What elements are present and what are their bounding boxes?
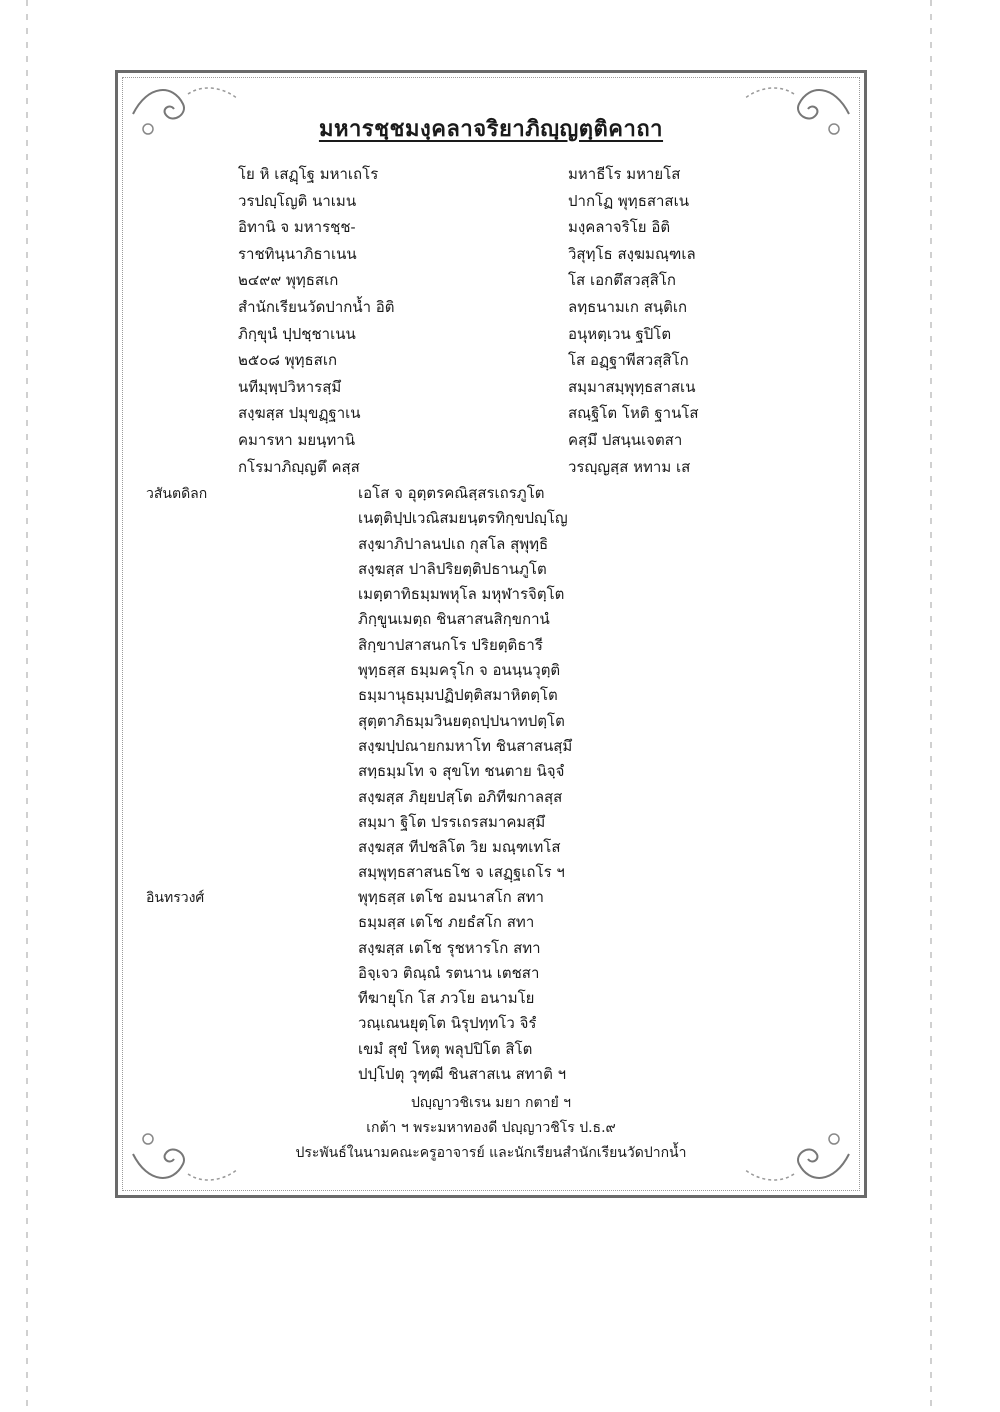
verse-left: อิทานิ จ มหารชฺช-	[238, 218, 356, 237]
verse-row	[238, 188, 758, 215]
section-label-indravamsa: อินทรวงศ์	[146, 890, 205, 906]
verse-row	[238, 294, 758, 321]
verse-line: สมฺพุทฺธสาสนธโช จ เสฏฺฐเถโร ฯ	[358, 863, 565, 882]
verse-line: สงฺฆปฺปณายกมหาโท ชินสาสนสฺมึ	[358, 736, 573, 755]
verse-line: ธมฺมสฺส เตโช ภยธํสโก สทา	[358, 913, 535, 932]
verse-line: สิกฺขาปสาสนกโร ปริยตฺติธารี	[358, 635, 543, 654]
verse-line: ทีฆายุโก โส ภวโย อนามโย	[358, 989, 535, 1008]
verse-row	[238, 267, 758, 294]
closing-block	[118, 1091, 864, 1166]
section-block-vasantatilaka	[358, 481, 738, 886]
verse-right: วรญฺญสฺส หทาม เส	[568, 457, 691, 476]
closing-line: ปญฺญาวชิเรน มยา กตายํ ฯ	[411, 1095, 571, 1111]
verse-right: โส เอกตึสวสฺสิโก	[568, 271, 676, 290]
verse-row	[238, 241, 758, 268]
verse-line: สงฺฆสฺส ปาลิปริยตฺติปธานภูโต	[358, 559, 547, 578]
verse-line: ปปฺโปตุ วุฑฺฒี ชินสาสเน สทาติ ฯ	[358, 1065, 567, 1084]
verse-left: ๒๕๐๘ พุทฺธสเก	[238, 351, 338, 370]
verse-grid	[238, 161, 758, 480]
closing-line: เกต้า ฯ พระมหาทองดี ปญฺญาวชิโร ป.ธ.๙	[366, 1120, 616, 1136]
section-label-vasantatilaka: วสันตดิลก	[146, 486, 208, 502]
scan-edge-left	[26, 0, 28, 1412]
verse-line: สงฺฆสฺส เตโช รุชหารโก สทา	[358, 938, 541, 957]
verse-left: โย หิ เสฏฺโฐ มหาเถโร	[238, 165, 379, 183]
verse-line: สมฺมา ฐิโต ปรรเถรสมาคมสฺมึ	[358, 812, 546, 831]
closing-line: ประพันธ์ในนามคณะครูอาจารย์ และนักเรียนสำนักเรียนวัดปากน้ำ	[295, 1145, 687, 1161]
verse-right: มหาธีโร มหายโส	[568, 165, 681, 183]
verse-line: พุทฺธสฺส เตโช อมนาสโก สทา	[358, 888, 544, 906]
verse-left: ๒๔๙๙ พุทฺธสเก	[238, 271, 339, 290]
verse-right: โส อฏฺฐาพีสวสฺสิโก	[568, 351, 689, 370]
verse-right: ลทฺธนามเก สนฺติเก	[568, 297, 688, 316]
verse-line: เอโส จ อุตฺตรคณิสฺสรเถรภูโต	[358, 484, 545, 502]
verse-line: อิจฺเจว ติณฺณํ รตนาน เตชสา	[358, 963, 540, 982]
verse-row	[238, 427, 758, 454]
verse-right: สณฺฐิโต โหติ ฐานโส	[568, 404, 699, 423]
verse-row	[238, 400, 758, 427]
verse-row	[238, 321, 758, 348]
decorative-frame	[115, 70, 867, 1198]
verse-right: มงฺคลาจริโย อิติ	[568, 218, 671, 237]
verse-line: สุตฺตาภิธมฺมวินยตฺถปฺปนาทปตฺโต	[358, 711, 565, 730]
verse-line: ภิกฺขูนเมตฺถ ชินสาสนสิกฺขกานํ	[358, 610, 550, 629]
verse-row	[238, 161, 758, 188]
verse-line: วณฺเณนยุตฺโต นิรุปทฺทโว จิรํ	[358, 1014, 537, 1033]
verse-left: ราชทินฺนาภิธาเนน	[238, 244, 357, 263]
verse-line: ธมฺมานุธมฺมปฏิปตฺติสมาหิตตฺโต	[358, 686, 558, 705]
verse-left: นทีมฺพฺปวิหารสฺมึ	[238, 377, 342, 396]
verse-row	[238, 214, 758, 241]
verse-left: กโรมาภิญฺญตึ คสฺส	[238, 457, 360, 476]
verse-line: สทฺธมฺมโท จ สุขโท ชนตาย นิจฺจํ	[358, 762, 565, 781]
verse-right: คสฺมึ ปสนฺนเจตสา	[568, 430, 683, 449]
verse-left: สำนักเรียนวัดปากน้ำ อิติ	[238, 297, 395, 316]
verse-left: คมารหา มยนฺทานิ	[238, 430, 355, 449]
verse-row	[238, 347, 758, 374]
verse-left: วรปญฺโญติ นาเมน	[238, 191, 357, 210]
verse-line: เมตฺตาทิธมฺมพหุโล มหุฬารจิตฺโต	[358, 585, 565, 604]
verse-left: ภิกฺขุนํ ปฺปชฺชาเนน	[238, 324, 356, 343]
verse-right: วิสุทฺโธ สงฺฆมณฺฑเล	[568, 244, 696, 263]
verse-left: สงฺฆสฺส ปมุขฏฺฐาเน	[238, 404, 361, 423]
verse-line: สงฺฆาภิปาลนปเถ กุสโล สุพุทฺธิ	[358, 534, 549, 553]
page-title: มหารชฺชมงฺคลาจริยาภิญฺญตฺติคาถา	[318, 116, 664, 142]
verse-line: เนตฺติปฺปเวณิสมยนฺตรทิกฺขปญฺโญ	[358, 509, 568, 528]
verse-line: เขมํ สุขํ โหตุ พลุปปิโต สิโต	[358, 1039, 533, 1058]
verse-right: สมฺมาสมฺพุทฺธสาสเน	[568, 377, 696, 396]
section-block-indravamsa	[358, 885, 738, 1087]
verse-line: สงฺฆสฺส ภิยฺยปสฺโต อภิทีฆกาลสฺส	[358, 787, 563, 806]
verse-row	[238, 454, 758, 481]
verse-row	[238, 374, 758, 401]
verse-right: อนุหตฺเวน ฐปิโต	[568, 324, 672, 343]
verse-right: ปากโฏ พุทฺธสาสเน	[568, 191, 689, 210]
verse-line: สงฺฆสฺส ทีปชลิโต วิย มณฺฑเทโส	[358, 838, 561, 857]
scan-edge-right	[930, 0, 932, 1412]
verse-line: พุทฺธสฺส ธมฺมครุโก จ อนนฺนวุตฺติ	[358, 661, 561, 680]
